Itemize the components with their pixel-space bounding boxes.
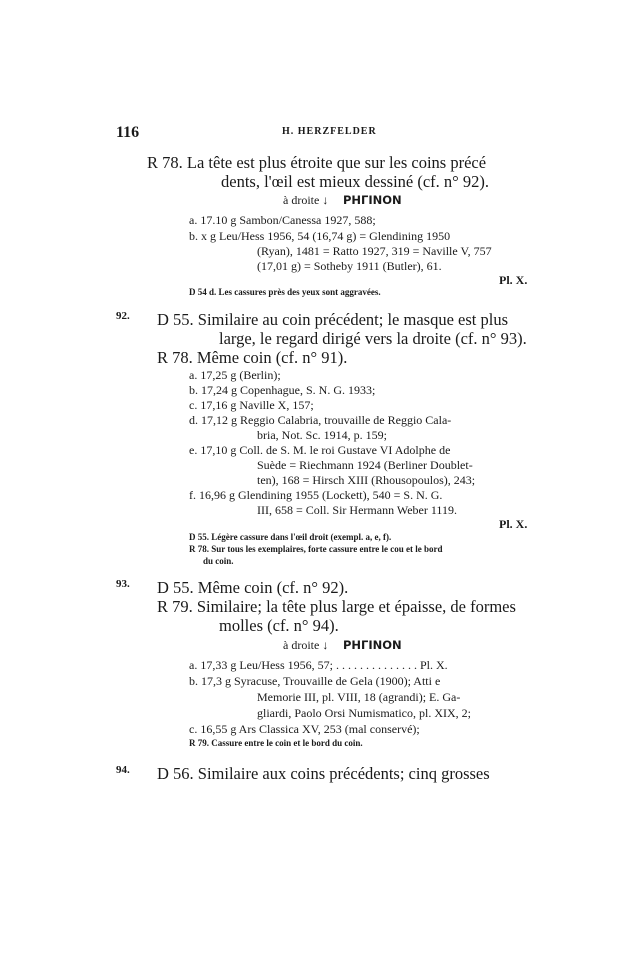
text-line: R 78. Même coin (cf. n° 91). [157, 348, 348, 367]
text-line: D 56. Similaire aux coins précédents; cinq grosses [157, 764, 490, 783]
text-line: bria, Not. Sc. 1914, p. 159; [257, 428, 387, 442]
text-line: Suède = Riechmann 1924 (Berliner Doublet- [257, 458, 473, 472]
text-line: 94. [116, 764, 130, 776]
text-line: c. 16,55 g Ars Classica XV, 253 (mal conservé); [189, 722, 420, 736]
text-line: à droite ↓ [283, 638, 329, 652]
text-line: (17,01 g) = Sotheby 1911 (Butler), 61. [257, 259, 442, 273]
text-line: (Ryan), 1481 = Ratto 1927, 319 = Naville V, 757 [257, 244, 492, 258]
text-line: R 79. Similaire; la tête plus large et épaisse, de formes [157, 597, 516, 616]
text-line: d. 17,12 g Reggio Calabria, trouvaille de Reggio Cala- [189, 413, 452, 427]
text-line: ten), 168 = Hirsch XIII (Rhousopoulos), 243; [257, 473, 476, 487]
text-line: molles (cf. n° 94). [219, 616, 339, 635]
text-line: dents, l'œil est mieux dessiné (cf. n° 92). [221, 172, 490, 191]
text-line: ΡΗΓΙΝΟΝ [343, 638, 402, 652]
text-line: f. 16,96 g Glendining 1955 (Lockett), 540 = S. N. G. [189, 488, 443, 502]
text-line: 92. [116, 310, 130, 322]
text-line: b. 17,3 g Syracuse, Trouvaille de Gela (1900); Atti e [189, 674, 441, 688]
text-line: a. 17.10 g Sambon/Canessa 1927, 588; [189, 213, 376, 227]
text-line: Memorie III, pl. VIII, 18 (agrandi); E. Ga- [257, 690, 461, 704]
text-line: du coin. [203, 556, 234, 566]
text-line: Pl. X. [499, 273, 528, 287]
text-line: large, le regard dirigé vers la droite (cf. n° 93). [219, 329, 527, 348]
text-line: D 55. Similaire au coin précédent; le masque est plus [157, 310, 508, 329]
text-line: R 79. Cassure entre le coin et le bord du coin. [189, 738, 363, 748]
text-line: H. HERZFELDER [282, 126, 377, 137]
text-line: 93. [116, 578, 130, 590]
text-line: b. 17,24 g Copenhague, S. N. G. 1933; [189, 383, 376, 397]
text-line: à droite ↓ [283, 193, 329, 207]
text-line: e. 17,10 g Coll. de S. M. le roi Gustave VI Adolphe de [189, 443, 451, 457]
text-line: gliardi, Paolo Orsi Numismatico, pl. XIX, 2; [257, 706, 471, 720]
text-line: a. 17,33 g Leu/Hess 1956, 57; . . . . . . . . . . . . . . Pl. X. [189, 658, 448, 672]
text-line: b. x g Leu/Hess 1956, 54 (16,74 g) = Glendining 1950 [189, 229, 451, 243]
text-line: Pl. X. [499, 517, 528, 531]
text-line: R 78. La tête est plus étroite que sur les coins précé [147, 153, 487, 172]
text-line: ΡΗΓΙΝΟΝ [343, 193, 402, 207]
text-line: a. 17,25 g (Berlin); [189, 368, 281, 382]
text-line: D 55. Même coin (cf. n° 92). [157, 578, 349, 597]
text-line: D 54 d. Les cassures près des yeux sont aggravées. [189, 287, 381, 297]
text-line: c. 17,16 g Naville X, 157; [189, 398, 314, 412]
text-line: R 78. Sur tous les exemplaires, forte cassure entre le cou et le bord [189, 544, 443, 554]
text-line: D 55. Légère cassure dans l'œil droit (exempl. a, e, f). [189, 532, 392, 542]
text-line: 116 [116, 124, 140, 141]
text-line: III, 658 = Coll. Sir Hermann Weber 1119. [257, 503, 457, 517]
